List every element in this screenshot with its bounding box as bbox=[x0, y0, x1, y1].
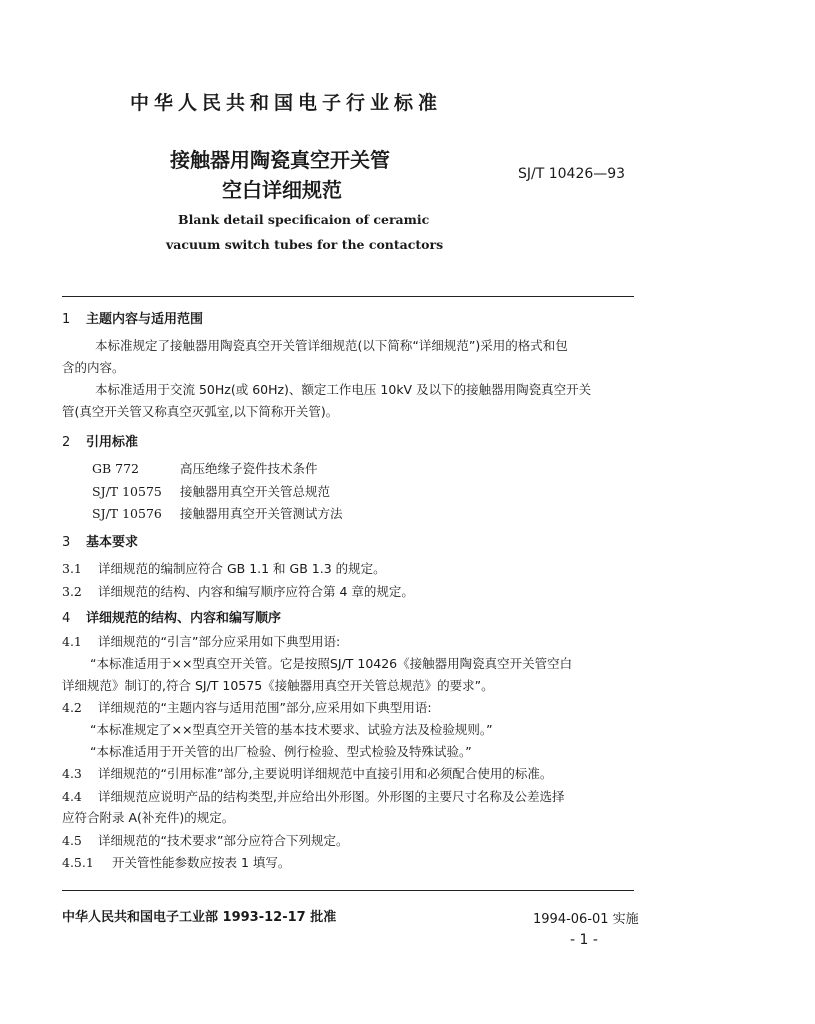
clause-3-1 bbox=[62, 557, 386, 581]
page-number: - 1 - bbox=[570, 932, 598, 948]
issuing-organization: 中华人民共和国电子行业标准 bbox=[130, 92, 443, 114]
clause-4-5-1 bbox=[62, 851, 290, 875]
reference-item bbox=[92, 480, 330, 504]
standard-number: SJ/T 10426—93 bbox=[518, 166, 626, 182]
title-english-line-2: vacuum switch tubes for the contactors bbox=[166, 237, 444, 252]
clause-number: 3.1 bbox=[62, 561, 82, 576]
clause-3-2 bbox=[62, 580, 414, 604]
section-number: 1 bbox=[62, 312, 71, 327]
reference-name: 高压绝缘子瓷件技术条件 bbox=[180, 461, 318, 476]
clause-4-2-quote-1: “本标准规定了××型真空开关管的基本技术要求、试验方法及检验规则。” bbox=[90, 722, 493, 737]
clause-4-3 bbox=[62, 762, 552, 786]
reference-code: SJ/T 10576 bbox=[92, 506, 162, 521]
clause-text: 开关管性能参数应按表 1 填写。 bbox=[112, 855, 291, 870]
section-1-heading bbox=[62, 308, 203, 327]
clause-text: 详细规范的编制应符合 GB 1.1 和 GB 1.3 的规定。 bbox=[98, 561, 386, 576]
clause-number: 4.2 bbox=[62, 700, 82, 715]
reference-item bbox=[92, 457, 318, 481]
title-chinese-line-2: 空白详细规范 bbox=[222, 178, 342, 202]
clause-text: 详细规范应说明产品的结构类型,并应给出外形图。外形图的主要尺寸名称及公差选择 bbox=[98, 789, 565, 804]
clause-4-2-quote-2: “本标准适用于开关管的出厂检验、例行检验、型式检验及特殊试验。” bbox=[90, 744, 472, 759]
section-4-heading bbox=[62, 607, 281, 626]
header-divider bbox=[62, 296, 634, 297]
footer-divider bbox=[62, 890, 634, 891]
clause-number: 4.4 bbox=[62, 789, 82, 804]
section-1-paragraph-2-line-2: 管(真空开关管又称真空灭弧室,以下简称开关管)。 bbox=[62, 404, 339, 419]
title-chinese-line-1: 接触器用陶瓷真空开关管 bbox=[170, 148, 390, 172]
reference-code: SJ/T 10575 bbox=[92, 484, 162, 499]
implementation-date: 1994-06-01 实施 bbox=[533, 912, 639, 927]
reference-name: 接触器用真空开关管测试方法 bbox=[180, 506, 343, 521]
section-number: 4 bbox=[62, 611, 71, 626]
section-3-heading bbox=[62, 531, 138, 550]
title-english-line-1: Blank detail specificaion of ceramic bbox=[178, 212, 430, 227]
section-number: 3 bbox=[62, 535, 71, 550]
clause-text: 详细规范的“引用标准”部分,主要说明详细规范中直接引用和必须配合使用的标准。 bbox=[98, 766, 553, 781]
clause-text: 详细规范的“技术要求”部分应符合下列规定。 bbox=[98, 833, 349, 848]
clause-number: 4.3 bbox=[62, 766, 82, 781]
reference-name: 接触器用真空开关管总规范 bbox=[180, 484, 331, 499]
section-2-heading bbox=[62, 431, 138, 450]
clause-4-1-quote-line-2: 详细规范》制订的,符合 SJ/T 10575《接触器用真空开关管总规范》的要求”。 bbox=[62, 678, 494, 693]
clause-number: 4.5 bbox=[62, 833, 82, 848]
section-title: 基本要求 bbox=[86, 535, 139, 550]
clause-number: 3.2 bbox=[62, 584, 82, 599]
section-1-paragraph-2-line-1: 本标准适用于交流 50Hz(或 60Hz)、额定工作电压 10kV 及以下的接触器用陶瓷真空开关 bbox=[95, 382, 592, 397]
section-number: 2 bbox=[62, 435, 71, 450]
clause-4-5 bbox=[62, 829, 348, 853]
clause-4-4-line-2: 应符合附录 A(补充件)的规定。 bbox=[62, 810, 235, 825]
clause-text: 详细规范的“引言”部分应采用如下典型用语: bbox=[98, 634, 341, 649]
clause-number: 4.5.1 bbox=[62, 855, 94, 870]
section-title: 主题内容与适用范围 bbox=[86, 312, 204, 327]
clause-number: 4.1 bbox=[62, 634, 82, 649]
clause-4-2 bbox=[62, 696, 432, 720]
clause-text: 详细规范的结构、内容和编写顺序应符合第 4 章的规定。 bbox=[98, 584, 414, 599]
section-title: 引用标准 bbox=[86, 435, 139, 450]
clause-4-1 bbox=[62, 630, 340, 654]
section-title: 详细规范的结构、内容和编写顺序 bbox=[86, 611, 282, 626]
clause-text: 详细规范的“主题内容与适用范围”部分,应采用如下典型用语: bbox=[98, 700, 432, 715]
clause-4-1-quote-line-1: “本标准适用于××型真空开关管。它是按照SJ/T 10426《接触器用陶瓷真空开关管空白 bbox=[90, 656, 573, 671]
section-1-paragraph-1-line-2: 含的内容。 bbox=[62, 360, 125, 375]
reference-code: GB 772 bbox=[92, 461, 140, 476]
reference-item bbox=[92, 502, 343, 526]
section-1-paragraph-1-line-1: 本标准规定了接触器用陶瓷真空开关管详细规范(以下简称“详细规范”)采用的格式和包 bbox=[95, 338, 568, 353]
approval-statement: 中华人民共和国电子工业部 1993-12-17 批准 bbox=[62, 910, 337, 925]
